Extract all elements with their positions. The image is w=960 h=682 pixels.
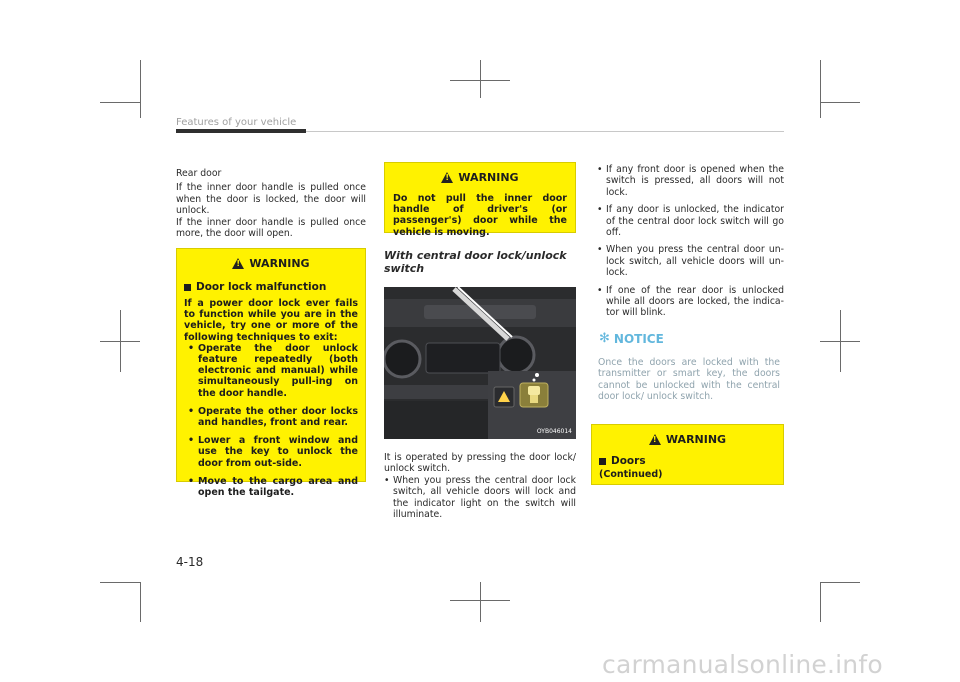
paragraph: It is operated by pressing the door lock/ unlock switch. — [384, 452, 576, 475]
column-2-text — [384, 452, 576, 526]
warning-title: WARNING — [665, 433, 727, 446]
square-bullet-icon — [184, 284, 191, 291]
warning-item: • Operate the door unlock feature repeatedly (both electronic and manual) while simultaneously pull-ing on the door handle. — [184, 343, 358, 399]
rear-door-heading: Rear door — [176, 168, 222, 179]
warning-box-doors — [591, 424, 784, 485]
warning-subtitle: Doors — [599, 455, 776, 467]
warning-triangle-icon — [649, 434, 661, 445]
bullet-item: • If one of the rear door is unlocked while all doors are locked, the indica-tor will blink. — [595, 285, 784, 319]
column-1 — [176, 168, 366, 239]
warning-triangle-icon — [232, 258, 244, 269]
warning-box-door-lock — [176, 248, 366, 499]
warning-title: WARNING — [249, 257, 310, 270]
paragraph: If the inner door handle is pulled once more, the door will open. — [176, 216, 366, 240]
notice-star-icon: ✻ — [599, 331, 610, 346]
dashboard-illustration — [384, 287, 576, 439]
warning-item: • Lower a front window and use the key to unlock the door from out-side. — [184, 435, 358, 469]
warning-body: Do not pull the inner door handle of driver's (or passenger's) door while the vehicle is moving. — [393, 193, 567, 238]
page-number: 4-18 — [176, 555, 204, 569]
warning-triangle-icon — [441, 172, 453, 183]
header-bar — [176, 129, 306, 133]
watermark: carmanualsonline.info — [602, 650, 883, 679]
warning-header — [393, 171, 567, 184]
warning-box-inner-handle — [384, 162, 576, 238]
bullet-item: • If any front door is opened when the switch is pressed, all doors will not lock. — [595, 164, 784, 198]
section-title: With central door lock/unlock switch — [384, 249, 567, 275]
square-bullet-icon — [599, 458, 606, 465]
warning-header — [184, 257, 358, 270]
bullet-item: • When you press the central door lock switch, all vehicle doors will lock and the indicator light on the switch will illuminate. — [382, 475, 576, 521]
notice-body: Once the doors are locked with the transmitter or smart key, the doors cannot be unlocked with the central door lock/ unlock switch. — [598, 357, 780, 403]
figure-code: OYB046014 — [536, 428, 572, 435]
paragraph: If the inner door handle is pulled once when the door is locked, the door will unlock. — [176, 182, 366, 217]
section-header: Features of your vehicle — [176, 117, 297, 128]
warning-header — [599, 433, 776, 446]
warning-body — [184, 298, 358, 498]
warning-continued: (Continued) — [599, 469, 663, 480]
warning-item: • Operate the other door locks and handles, front and rear. — [184, 406, 358, 428]
notice-heading: ✻ NOTICE — [599, 331, 664, 346]
bullet-item: • If any door is unlocked, the indicator of the central door lock switch will go off. — [595, 204, 784, 238]
header-rule — [306, 131, 784, 132]
warning-subtitle: Door lock malfunction — [184, 281, 358, 293]
warning-intro: If a power door lock ever fails to function while you are in the vehicle, try one or more of the following techniques to exit: — [184, 298, 358, 343]
warning-item: • Move to the cargo area and open the tailgate. — [184, 476, 358, 498]
column-3-bullets — [595, 164, 784, 325]
bullet-item: • When you press the central door un-lock switch, all vehicle doors will un-lock. — [595, 244, 784, 278]
central-door-lock-photo — [384, 287, 576, 439]
warning-title: WARNING — [458, 171, 519, 184]
